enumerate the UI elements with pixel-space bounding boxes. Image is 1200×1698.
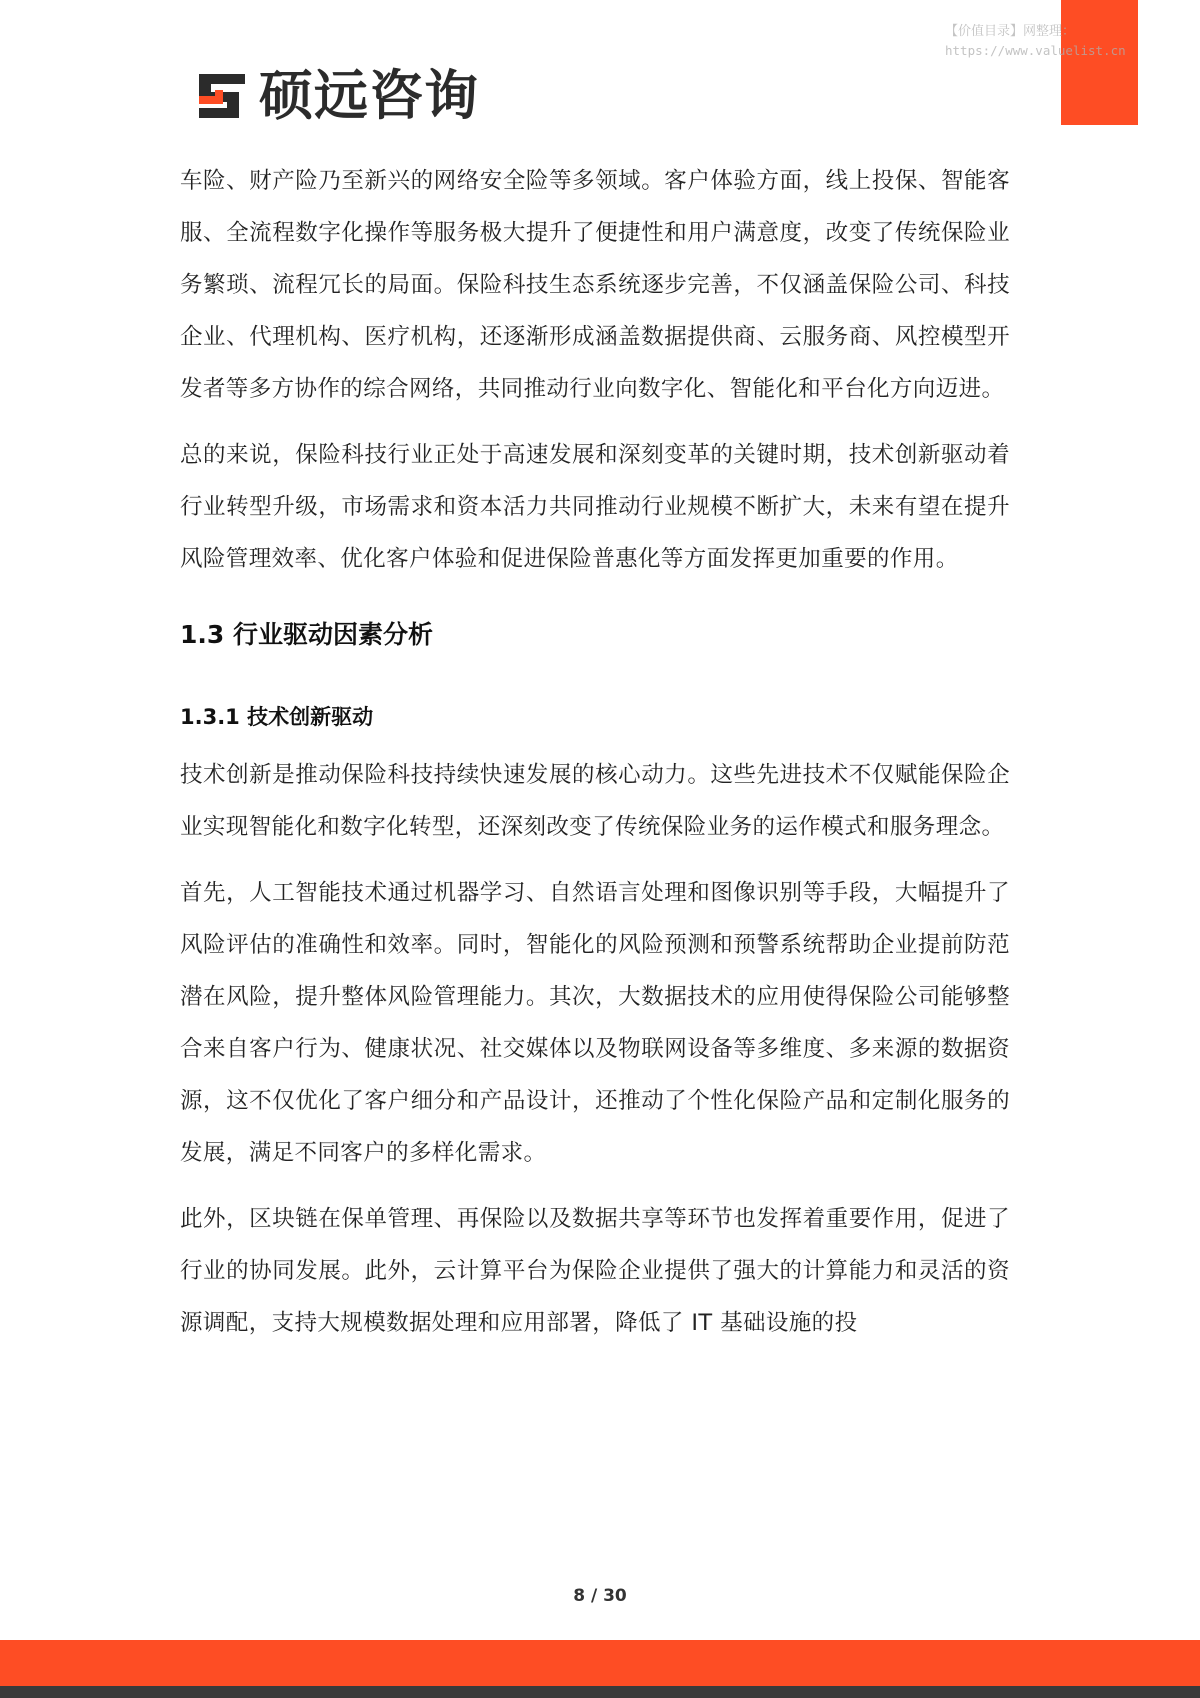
brand-name: 硕远咨询 [259, 64, 479, 127]
watermark-url: https://www.valuelist.cn [945, 43, 1126, 58]
watermark [945, 22, 1185, 60]
paragraph: 总的来说，保险科技行业正处于高速发展和深刻变革的关键时期，技术创新驱动着行业转型升级，市场需求和资本活力共同推动行业规模不断扩大，未来有望在提升风险管理效率、优化客户体验和促进保险普惠化等方面发挥更加重要的作用。 [180, 442, 1010, 572]
page-number: 8 / 30 [573, 1586, 627, 1606]
subsection-heading: 1.3.1 技术创新驱动 [180, 705, 374, 729]
section-heading: 1.3 行业驱动因素分析 [180, 620, 433, 649]
page-content [180, 155, 1010, 1363]
paragraph: 车险、财产险乃至新兴的网络安全险等多领域。客户体验方面，线上投保、智能客服、全流程数字化操作等服务极大提升了便捷性和用户满意度，改变了传统保险业务繁琐、流程冗长的局面。保险科技生态系统逐步完善，不仅涵盖保险公司、科技企业、代理机构、医疗机构，还逐渐形成涵盖数据提供商、云服务商、风控模型开发者等多方协作的综合网络，共同推动行业向数字化、智能化和平台化方向迈进。 [180, 168, 1010, 402]
paragraph: 技术创新是推动保险科技持续快速发展的核心动力。这些先进技术不仅赋能保险企业实现智能化和数字化转型，还深刻改变了传统保险业务的运作模式和服务理念。 [180, 762, 1010, 840]
header-accent-tab [1061, 0, 1138, 125]
footer-dark-strip [0, 1686, 1200, 1698]
brand-logo [195, 66, 479, 126]
paragraph: 此外，区块链在保单管理、再保险以及数据共享等环节也发挥着重要作用，促进了行业的协同发展。此外，云计算平台为保险企业提供了强大的计算能力和灵活的资源调配，支持大规模数据处理和应用部署，降低了 IT 基础设施的投 [180, 1206, 1010, 1336]
brand-logo-icon [195, 70, 251, 122]
paragraph: 首先，人工智能技术通过机器学习、自然语言处理和图像识别等手段，大幅提升了风险评估的准确性和效率。同时，智能化的风险预测和预警系统帮助企业提前防范潜在风险，提升整体风险管理能力。其次，大数据技术的应用使得保险公司能够整合来自客户行为、健康状况、社交媒体以及物联网设备等多维度、多来源的数据资源，这不仅优化了客户细分和产品设计，还推动了个性化保险产品和定制化服务的发展，满足不同客户的多样化需求。 [180, 880, 1010, 1166]
watermark-label: 【价值目录】网整理： [945, 24, 1076, 39]
footer-accent-bar [0, 1640, 1200, 1686]
